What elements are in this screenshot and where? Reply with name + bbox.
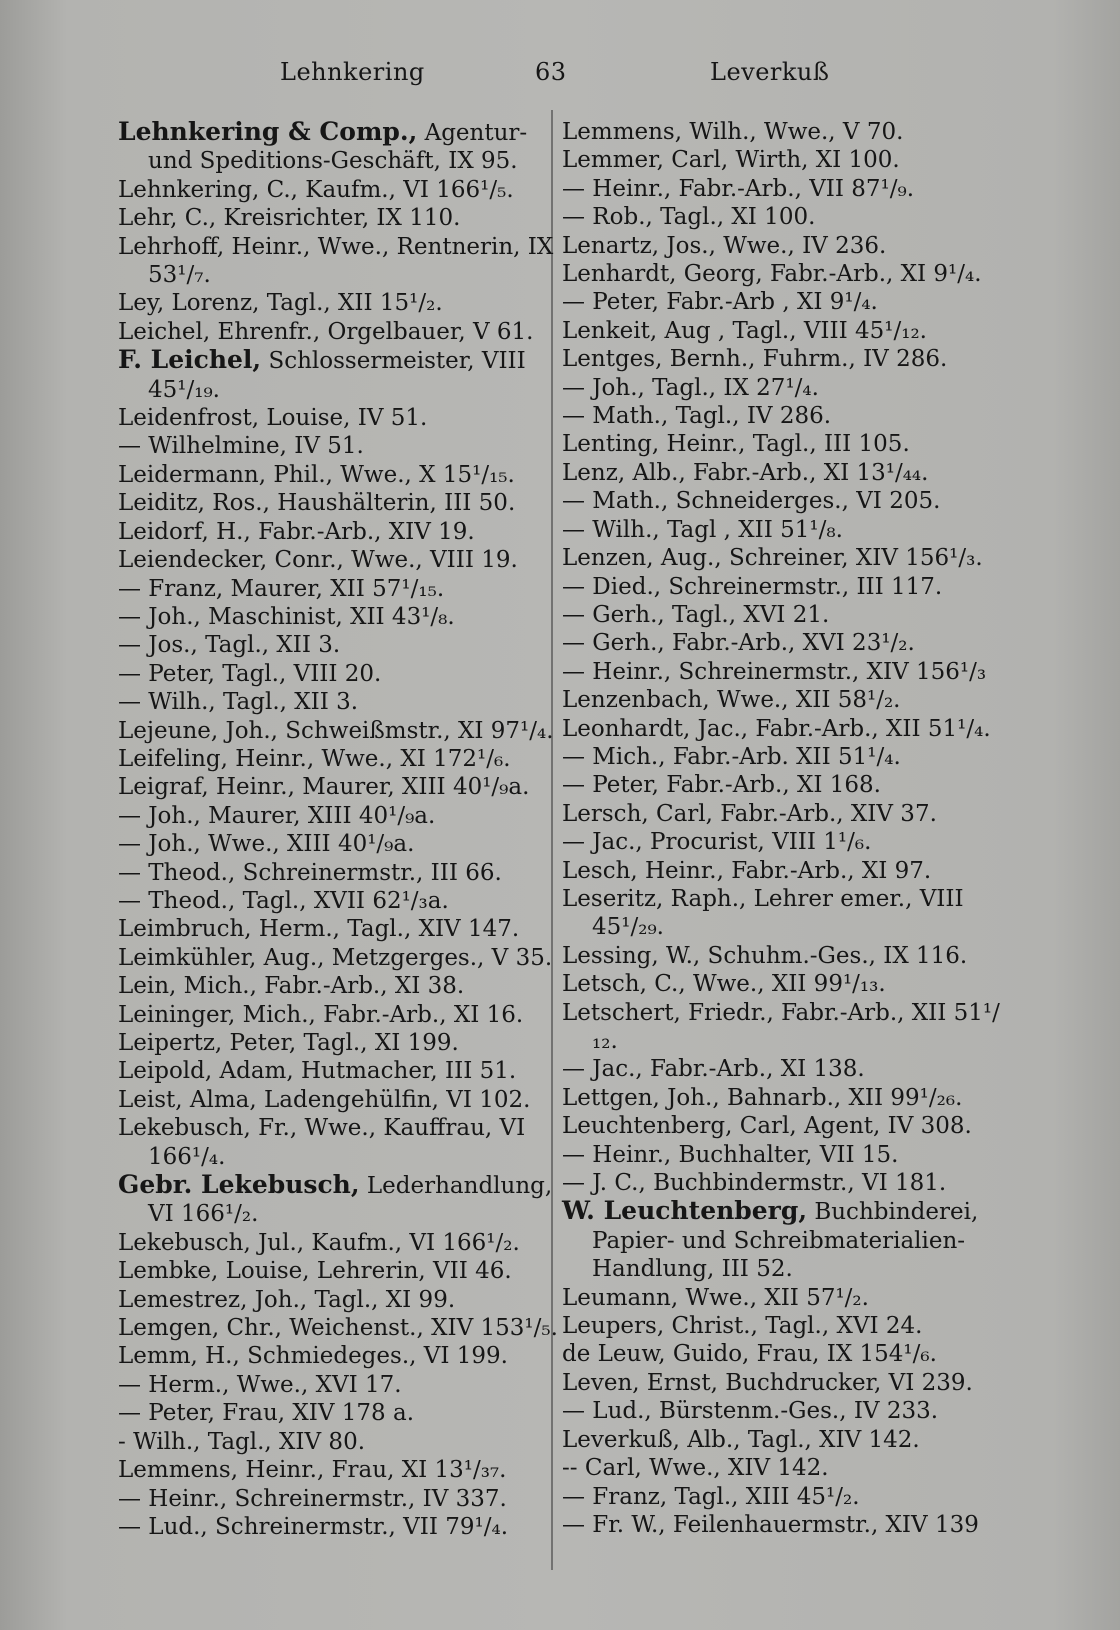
- entry-text: de Leuw, Guido, Frau, IX 154¹/₆.: [562, 1341, 937, 1368]
- entry-text: Leist, Alma, Ladengehülfin, VI 102.: [118, 1086, 531, 1113]
- directory-entry: [562, 487, 1012, 515]
- directory-entry: [562, 430, 1012, 458]
- directory-entry: [562, 544, 1012, 572]
- firm-name: F. Leichel,: [118, 345, 262, 375]
- directory-entry: [562, 516, 1012, 544]
- entry-text: Lederhandlung, VI 166¹/₂.: [148, 1173, 553, 1228]
- directory-entry: [118, 204, 558, 232]
- directory-entry: [562, 1055, 1012, 1083]
- entry-text: Letsch, C., Wwe., XII 99¹/₁₃.: [562, 971, 886, 998]
- entry-text: — Heinr., Fabr.-Arb., VII 87¹/₉.: [562, 175, 915, 202]
- directory-entry: [118, 432, 558, 460]
- directory-entry: [118, 773, 558, 801]
- entry-text: Lemmens, Wilh., Wwe., V 70.: [562, 119, 904, 145]
- entry-text: Lesch, Heinr., Fabr.-Arb., XI 97.: [562, 857, 932, 884]
- entry-text: Leichel, Ehrenfr., Orgelbauer, V 61.: [118, 318, 534, 345]
- entry-text: — Fr. W., Feilenhauermstr., XIV 139: [562, 1511, 979, 1538]
- entry-text: — Peter, Frau, XIV 178 a.: [118, 1400, 415, 1427]
- directory-entry: [562, 1454, 1012, 1482]
- page-header: [120, 58, 1020, 98]
- directory-entry: [562, 828, 1012, 856]
- directory-entry: [118, 489, 558, 517]
- entry-text: Leumann, Wwe., XII 57¹/₂.: [562, 1284, 869, 1311]
- directory-entry: [562, 146, 1012, 174]
- entry-text: Ley, Lorenz, Tagl., XII 15¹/₂.: [118, 290, 443, 317]
- entry-text: Leonhardt, Jac., Fabr.-Arb., XII 51¹/₄.: [562, 715, 991, 742]
- entry-text: Lembke, Louise, Lehrerin, VII 46.: [118, 1258, 512, 1285]
- entry-text: Lein, Mich., Fabr.-Arb., XI 38.: [118, 973, 465, 1000]
- entry-text: — Jac., Fabr.-Arb., XI 138.: [562, 1056, 865, 1083]
- directory-entry: [118, 1257, 558, 1285]
- entry-text: — J. C., Buchbindermstr., VI 181.: [562, 1170, 947, 1197]
- entry-text: -- Carl, Wwe., XIV 142.: [562, 1455, 829, 1482]
- directory-entry: [118, 1171, 558, 1229]
- directory-entry: [562, 686, 1012, 714]
- directory-entry: [562, 800, 1012, 828]
- directory-entry: [562, 1369, 1012, 1397]
- entry-text: — Heinr., Schreinermstr., XIV 156¹/₃: [562, 658, 987, 685]
- directory-entry: [562, 999, 1012, 1056]
- directory-entry: [118, 631, 558, 659]
- directory-entry: [562, 1483, 1012, 1511]
- directory-entry: [118, 318, 558, 346]
- firm-name: W. Leuchtenberg,: [562, 1196, 808, 1226]
- directory-entry: [118, 575, 558, 603]
- right-column: [562, 118, 1012, 1539]
- entry-text: Lekebusch, Fr., Wwe., Kauffrau, VI 166¹/₄.: [118, 1115, 526, 1170]
- entry-text: — Mich., Fabr.-Arb. XII 51¹/₄.: [562, 743, 901, 770]
- directory-entry: [118, 1342, 558, 1370]
- directory-entry: [118, 603, 558, 631]
- entry-text: — Jos., Tagl., XII 3.: [118, 632, 341, 659]
- directory-entry: [118, 546, 558, 574]
- directory-entry: [562, 942, 1012, 970]
- directory-entry: [118, 859, 558, 887]
- directory-entry: [118, 1229, 558, 1257]
- entry-text: — Heinr., Schreinermstr., IV 337.: [118, 1485, 507, 1512]
- entry-text: — Joh., Tagl., IX 27¹/₄.: [562, 374, 819, 401]
- directory-entry: [118, 1029, 558, 1057]
- entry-text: — Franz, Maurer, XII 57¹/₁₅.: [118, 575, 445, 602]
- directory-entry: [562, 260, 1012, 288]
- entry-text: Leigraf, Heinr., Maurer, XIII 40¹/₉a.: [118, 774, 530, 801]
- directory-entry: [118, 518, 558, 546]
- directory-entry: [562, 1284, 1012, 1312]
- directory-entry: [562, 1112, 1012, 1140]
- directory-entry: [118, 660, 558, 688]
- header-right-keyword: Leverkuß: [710, 58, 830, 86]
- entry-text: Leidermann, Phil., Wwe., X 15¹/₁₅.: [118, 461, 515, 488]
- entry-text: Leuchtenberg, Carl, Agent, IV 308.: [562, 1113, 972, 1140]
- entry-text: — Herm., Wwe., XVI 17.: [118, 1371, 402, 1398]
- directory-entry: [118, 944, 558, 972]
- entry-text: Lemm, H., Schmiedeges., VI 199.: [118, 1343, 508, 1370]
- directory-entry: [118, 745, 558, 773]
- entry-text: Leimbruch, Herm., Tagl., XIV 147.: [118, 916, 520, 943]
- entry-text: Lenzen, Aug., Schreiner, XIV 156¹/₃.: [562, 545, 983, 572]
- entry-text: — Lud., Bürstenm.-Ges., IV 233.: [562, 1398, 939, 1425]
- entry-text: Lehnkering, C., Kaufm., VI 166¹/₅.: [118, 176, 514, 203]
- entry-text: Leimkühler, Aug., Metzgerges., V 35.: [118, 944, 553, 971]
- directory-entry: [118, 118, 558, 176]
- entry-text: — Gerh., Tagl., XVI 21.: [562, 601, 830, 628]
- directory-entry: [562, 1084, 1012, 1112]
- directory-entry: [562, 629, 1012, 657]
- entry-text: — Wilh., Tagl , XII 51¹/₈.: [562, 516, 843, 543]
- entry-text: Leipold, Adam, Hutmacher, III 51.: [118, 1058, 517, 1085]
- directory-entry: [118, 802, 558, 830]
- entry-text: Buchbinderei, Papier- und Schreibmaterialien-Handlung, III 52.: [592, 1199, 979, 1283]
- entry-text: Leipertz, Peter, Tagl., XI 199.: [118, 1030, 459, 1056]
- directory-entry: [118, 346, 558, 404]
- entry-text: — Gerh., Fabr.-Arb., XVI 23¹/₂.: [562, 630, 915, 657]
- entry-text: — Franz, Tagl., XIII 45¹/₂.: [562, 1483, 860, 1510]
- directory-entry: [118, 461, 558, 489]
- directory-entry: [118, 1114, 558, 1171]
- directory-entry: [562, 658, 1012, 686]
- entry-text: Leupers, Christ., Tagl., XVI 24.: [562, 1313, 923, 1340]
- entry-text: — Joh., Wwe., XIII 40¹/₉a.: [118, 831, 415, 858]
- directory-entry: [562, 1197, 1012, 1283]
- entry-text: — Math., Tagl., IV 286.: [562, 403, 832, 430]
- entry-text: Schlossermeister, VIII 45¹/₁₉.: [148, 348, 526, 403]
- entry-text: Lenzenbach, Wwe., XII 58¹/₂.: [562, 687, 901, 714]
- directory-entry: [118, 1371, 558, 1399]
- entry-text: Letschert, Friedr., Fabr.-Arb., XII 51¹/₁₂.: [562, 999, 1000, 1054]
- entry-text: — Died., Schreinermstr., III 117.: [562, 573, 943, 600]
- entry-text: — Theod., Schreinermstr., III 66.: [118, 859, 502, 886]
- entry-text: - Wilh., Tagl., XIV 80.: [118, 1428, 366, 1455]
- entry-text: Lersch, Carl, Fabr.-Arb., XIV 37.: [562, 800, 937, 827]
- directory-entry: [118, 1001, 558, 1029]
- directory-entry: [118, 1286, 558, 1314]
- entry-text: Lemgen, Chr., Weichenst., XIV 153¹/₅.: [118, 1315, 558, 1342]
- directory-entry: [562, 601, 1012, 629]
- entry-text: — Peter, Tagl., VIII 20.: [118, 660, 382, 687]
- directory-entry: [562, 1397, 1012, 1425]
- directory-entry: [562, 232, 1012, 260]
- entry-text: Lehr, C., Kreisrichter, IX 110.: [118, 205, 461, 232]
- entry-text: Leiendecker, Conr., Wwe., VIII 19.: [118, 547, 518, 574]
- entry-text: Lehrhoff, Heinr., Wwe., Rentnerin, IX 53¹/₇.: [118, 233, 554, 289]
- directory-entry: [562, 573, 1012, 601]
- entry-text: Lenartz, Jos., Wwe., IV 236.: [562, 232, 887, 259]
- left-column: [118, 118, 558, 1541]
- directory-entry: [118, 887, 558, 915]
- directory-entry: [562, 374, 1012, 402]
- directory-entry: [562, 175, 1012, 203]
- firm-name: Gebr. Lekebusch,: [118, 1170, 360, 1200]
- entry-text: Lemestrez, Joh., Tagl., XI 99.: [118, 1286, 456, 1313]
- directory-entry: [562, 459, 1012, 487]
- directory-entry: [118, 233, 558, 290]
- directory-entry: [118, 717, 558, 745]
- entry-text: — Rob., Tagl., XI 100.: [562, 204, 816, 231]
- entry-text: Lemmer, Carl, Wirth, XI 100.: [562, 147, 900, 174]
- entry-text: Leseritz, Raph., Lehrer emer., VIII 45¹/₂₉.: [562, 885, 964, 941]
- directory-entry: [562, 118, 1012, 146]
- directory-entry: [562, 885, 1012, 942]
- entry-text: Agentur- und Speditions-Geschäft, IX 95.: [148, 120, 528, 175]
- entry-text: — Math., Schneiderges., VI 205.: [562, 488, 941, 515]
- entry-text: Lentges, Bernh., Fuhrm., IV 286.: [562, 346, 948, 373]
- directory-entry: [562, 345, 1012, 373]
- directory-entry: [562, 288, 1012, 316]
- directory-entry: [118, 688, 558, 716]
- page-number: 63: [535, 58, 567, 86]
- entry-text: — Peter, Fabr.-Arb , XI 9¹/₄.: [562, 289, 878, 316]
- directory-entry: [562, 1169, 1012, 1197]
- directory-entry: [118, 830, 558, 858]
- entry-text: — Peter, Fabr.-Arb., XI 168.: [562, 772, 881, 799]
- entry-text: Lenkeit, Aug , Tagl., VIII 45¹/₁₂.: [562, 317, 927, 344]
- entry-text: Lekebusch, Jul., Kaufm., VI 166¹/₂.: [118, 1229, 520, 1256]
- directory-entry: [118, 1057, 558, 1085]
- entry-text: Lenting, Heinr., Tagl., III 105.: [562, 431, 910, 458]
- entry-text: — Wilh., Tagl., XII 3.: [118, 689, 359, 716]
- entry-text: Lenhardt, Georg, Fabr.-Arb., XI 9¹/₄.: [562, 261, 982, 288]
- directory-entry: [118, 1428, 558, 1456]
- entry-text: Lessing, W., Schuhm.-Ges., IX 116.: [562, 942, 968, 969]
- directory-entry: [562, 203, 1012, 231]
- directory-entry: [118, 1485, 558, 1513]
- entry-text: Leininger, Mich., Fabr.-Arb., XI 16.: [118, 1001, 524, 1028]
- directory-entry: [562, 715, 1012, 743]
- directory-entry: [562, 743, 1012, 771]
- entry-text: Lejeune, Joh., Schweißmstr., XI 97¹/₄.: [118, 717, 554, 744]
- entry-text: Leidorf, H., Fabr.-Arb., XIV 19.: [118, 518, 475, 545]
- directory-entry: [118, 1314, 558, 1342]
- directory-entry: [118, 972, 558, 1000]
- entry-text: Leverkuß, Alb., Tagl., XIV 142.: [562, 1426, 920, 1453]
- entry-text: — Jac., Procurist, VIII 1¹/₆.: [562, 829, 872, 856]
- directory-entry: [562, 771, 1012, 799]
- directory-entry: [118, 1456, 558, 1484]
- entry-text: Leifeling, Heinr., Wwe., XI 172¹/₆.: [118, 745, 511, 772]
- directory-entry: [118, 1399, 558, 1427]
- directory-entry: [562, 402, 1012, 430]
- directory-entry: [562, 317, 1012, 345]
- firm-name: Lehnkering & Comp.,: [118, 117, 418, 146]
- entry-text: — Joh., Maschinist, XII 43¹/₈.: [118, 603, 455, 630]
- directory-entry: [118, 915, 558, 943]
- entry-text: — Heinr., Buchhalter, VII 15.: [562, 1141, 899, 1168]
- directory-entry: [118, 176, 558, 204]
- entry-text: Leiditz, Ros., Haushälterin, III 50.: [118, 490, 516, 517]
- entry-text: — Wilhelmine, IV 51.: [118, 433, 364, 460]
- entry-text: — Joh., Maurer, XIII 40¹/₉a.: [118, 802, 436, 829]
- entry-text: — Lud., Schreinermstr., VII 79¹/₄.: [118, 1513, 509, 1540]
- entry-text: Lettgen, Joh., Bahnarb., XII 99¹/₂₆.: [562, 1084, 963, 1111]
- directory-entry: [562, 1312, 1012, 1340]
- entry-text: Lemmens, Heinr., Frau, XI 13¹/₃₇.: [118, 1457, 507, 1484]
- directory-entry: [562, 857, 1012, 885]
- directory-entry: [562, 970, 1012, 998]
- directory-entry: [562, 1141, 1012, 1169]
- directory-entry: [562, 1426, 1012, 1454]
- directory-entry: [118, 1086, 558, 1114]
- directory-entry: [118, 289, 558, 317]
- entry-text: Leidenfrost, Louise, IV 51.: [118, 405, 428, 432]
- directory-entry: [562, 1340, 1012, 1368]
- directory-entry: [118, 404, 558, 432]
- directory-entry: [118, 1513, 558, 1541]
- header-left-keyword: Lehnkering: [280, 58, 425, 86]
- entry-text: Leven, Ernst, Buchdrucker, VI 239.: [562, 1369, 973, 1396]
- entry-text: — Theod., Tagl., XVII 62¹/₃a.: [118, 887, 449, 914]
- entry-text: Lenz, Alb., Fabr.-Arb., XI 13¹/₄₄.: [562, 459, 929, 486]
- directory-entry: [562, 1511, 1012, 1539]
